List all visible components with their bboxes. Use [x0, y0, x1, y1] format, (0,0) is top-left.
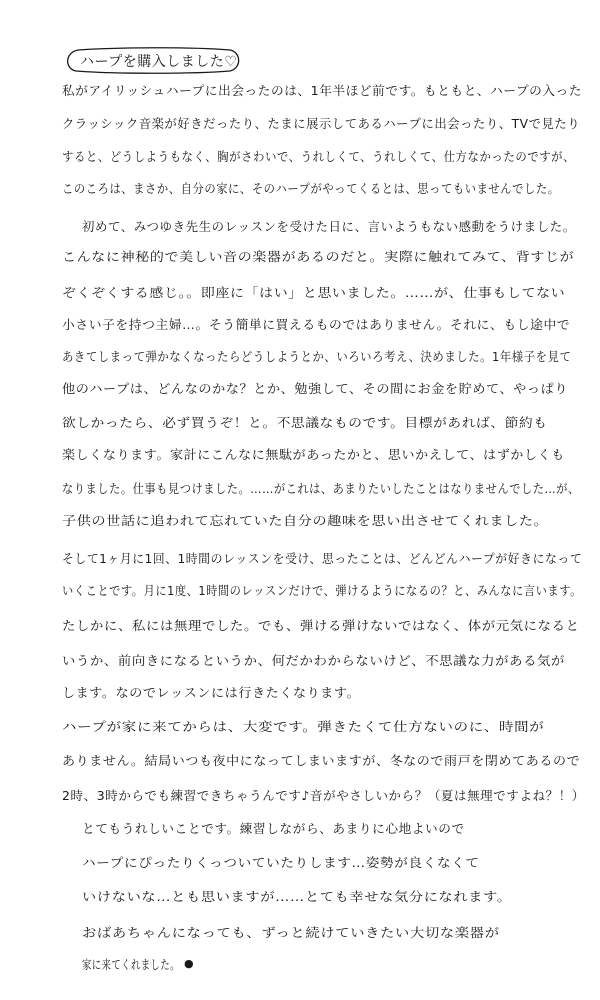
text-line: なりました。仕事も見つけました。……がこれは、あまりたいしたことはなりませんでした…が、 — [62, 481, 580, 496]
text-line: クラッシック音楽が好きだったり、たまに展示してあるハープに出会ったり、TVで見たり — [62, 116, 581, 131]
end-heart-icon: ● — [184, 957, 194, 970]
text-line: 楽しくなります。家計にこんなに無駄があったかと、思いかえして、はずかしくも — [62, 447, 565, 462]
text-line: ありません。結局いつも夜中になってしまいますが、冬なので雨戸を閉めてあるので — [62, 753, 581, 768]
text-line: 子供の世話に追われて忘れていた自分の趣味を思い出させてくれました。 — [62, 513, 549, 528]
text-line: あきてしまって弾かなくなったらどうしようとか、いろいろ考え、決めました。1年様子を見て — [62, 349, 572, 364]
text-line: そして1ヶ月に1回、1時間のレッスンを受け、思ったことは、どんどんハープが好きになって — [62, 551, 583, 566]
text-line: 欲しかったら、必ず買うぞ！と。不思議なものです。目標があれば、節約も — [62, 415, 548, 430]
text-line: おばあちゃんになっても、ずっと続けていきたい大切な楽器が — [82, 925, 500, 940]
text-line: いくことです。月に1度、1時間のレッスンだけで、弾けるようになるの？と、みんなに言います。 — [62, 583, 582, 598]
text-line: こんなに神秘的で美しい音の楽器があるのだと。実際に触れてみて、背すじが — [62, 249, 575, 264]
text-line: 家に来てくれました。 — [82, 957, 180, 972]
text-line: ハープが家に来てからは、大変です。弾きたくて仕方ないのに、時間が — [62, 719, 545, 734]
text-line: このころは、まさか、自分の家に、そのハープがやってくるとは、思ってもいませんでした。 — [62, 181, 560, 196]
text-line: たしかに、私には無理でした。でも、弾ける弾けないではなく、体が元気になると — [62, 618, 580, 633]
text-line: いうか、前向きになるというか、何だかわからないけど、不思議な力がある気が — [62, 653, 566, 668]
text-line: とてもうれしいことです。練習しながら、あまりに心地よいので — [82, 821, 465, 836]
text-line: ぞくぞくする感じ。。即座に「はい」と思いました。……が、仕事もしてない — [62, 285, 566, 300]
text-line: 私がアイリッシュハープに出会ったのは、1年半ほど前です。もともと、ハープの入った — [62, 83, 583, 98]
text-line: すると、どうしようもなく、胸がさわいで、うれしくて、うれしくて、仕方なかったのですが、 — [62, 149, 576, 164]
title-heart-icon: ♡ — [224, 54, 238, 70]
text-line: 初めて、みつゆき先生のレッスンを受けた日に、言いようもない感動をうけました。 — [82, 219, 576, 234]
text-line: いけないな…とも思いますが……とても幸せな気分になれます。 — [82, 889, 512, 904]
text-line: 他のハープは、どんなのかな？とか、勉強して、その間にお金を貯めて、やっぱり — [62, 381, 569, 396]
page-title — [80, 51, 237, 71]
text-line: 小さい子を持つ主婦…。そう簡単に買えるものではありません。それに、もし途中で — [62, 317, 571, 332]
text-line: 2時、3時からでも練習できちゃうんです♪音がやさしいから？（夏は無理ですよね？！） — [62, 788, 585, 803]
title-box — [64, 46, 242, 74]
text-line: します。なのでレッスンには行きたくなります。 — [62, 685, 361, 700]
title-text: ハープを購入しました — [80, 54, 225, 70]
text-line: ハープにぴったりくっついていたりします…姿勢が良くなくて — [82, 855, 480, 870]
